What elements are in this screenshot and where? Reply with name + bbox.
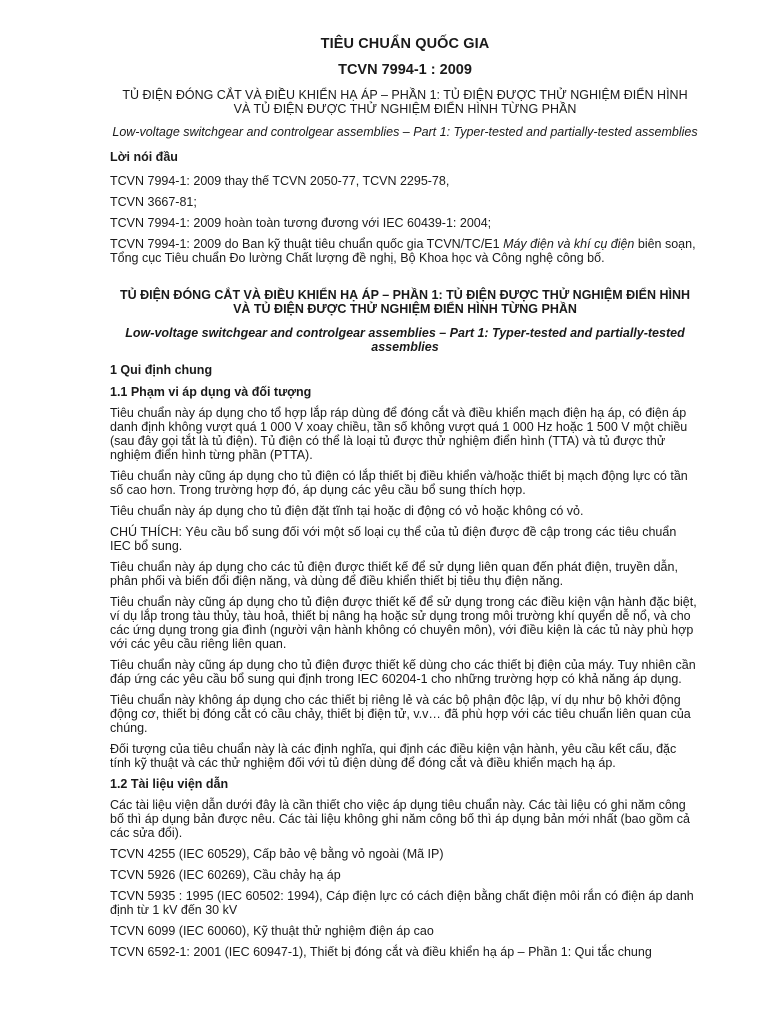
document-title-english: Low-voltage switchgear and controlgear assemblies – Part 1: Typer-tested and partially-tested assemblies (112, 125, 698, 139)
scope-paragraph: Tiêu chuẩn này cũng áp dụng cho tủ điện được thiết kế dùng cho các thiết bị điện của máy. Tuy nhiên cần đáp ứng các yêu cầu bổ sung qui định trong IEC 60204-1 cho những trường hợp có khả năng áp dụng. (110, 658, 696, 686)
reference-item: TCVN 4255 (IEC 60529), Cấp bảo vệ bằng vỏ ngoài (Mã IP) (110, 847, 444, 861)
section-heading: 1 Qui định chung (110, 363, 213, 377)
scope-paragraph: Tiêu chuẩn này áp dụng cho tổ hợp lắp ráp dùng để đóng cắt và điều khiển mạch điện hạ áp, có điện áp danh định không vượt quá 1 000 V xoay chiều, tần số không vượt quá 1 000 Hz hoặc 1 500 V một chiều (sau đây gọi tắt là tủ điện). Tủ điện có thể là loại tủ được thử nghiệm điển hình (TTA) và tủ được thử nghiệm điển hình từng phần (PTTA). (110, 406, 688, 462)
foreword-heading: Lời nói đầu (110, 150, 178, 164)
foreword-text: TCVN 7994-1: 2009 do Ban kỹ thuật tiêu chuẩn quốc gia TCVN/TC/E1 (110, 237, 504, 251)
document-content (110, 36, 700, 966)
scope-note: CHÚ THÍCH: Yêu cầu bổ sung đối với một số loại cụ thể của tủ điện được đề cập trong các tiêu chuẩn IEC bổ sung. (110, 525, 677, 553)
foreword-paragraph: TCVN 7994-1: 2009 thay thế TCVN 2050-77, TCVN 2295-78, (110, 174, 450, 188)
scope-paragraph: Đối tượng của tiêu chuẩn này là các định nghĩa, qui định các điều kiện vận hành, yêu cầu kết cấu, đặc tính kỹ thuật và các thử nghiệm đối với tủ điện dùng để đóng cắt và điều khiển mạch hạ áp. (110, 742, 677, 770)
scope-paragraph: Tiêu chuẩn này áp dụng cho các tủ điện được thiết kế để sử dụng liên quan đến phát điện, truyền dẫn, phân phối và biến đổi điện năng, và dùng để điều khiển thiết bị tiêu thụ điện năng. (110, 560, 678, 588)
reference-item: TCVN 5935 : 1995 (IEC 60502: 1994), Cáp điện lực có cách điện bằng chất điện môi rắn có điện áp danh định từ 1 kV đến 30 kV (110, 889, 694, 917)
reference-item: TCVN 6592-1: 2001 (IEC 60947-1), Thiết bị đóng cắt và điều khiển hạ áp – Phần 1: Qui tắc chung (110, 945, 652, 959)
foreword-paragraph: TCVN 3667-81; (110, 195, 197, 209)
scope-paragraph: Tiêu chuẩn này áp dụng cho tủ điện đặt tĩnh tại hoặc di động có vỏ hoặc không có vỏ. (110, 504, 584, 518)
scope-paragraph: Tiêu chuẩn này không áp dụng cho các thiết bị riêng lẻ và các bộ phận độc lập, ví dụ như bộ khởi động động cơ, thiết bị đóng cắt có cầu chảy, thiết bị điện tử, v.v… đã phù hợp với các tiêu chuẩn liên quan của chúng. (110, 693, 691, 735)
committee-name: Máy điện và khí cụ điện (503, 237, 635, 251)
body-title-vietnamese: TỦ ĐIỆN ĐÓNG CẮT VÀ ĐIỀU KHIỂN HẠ ÁP – PHẦN 1: TỦ ĐIỆN ĐƯỢC THỬ NGHIỆM ĐIỂN HÌNH VÀ TỦ ĐIỆN ĐƯỢC THỬ NGHIỆM ĐIỂN HÌNH TỪNG PHẦN (119, 288, 691, 316)
subsection-heading-scope: 1.1 Phạm vi áp dụng và đối tượng (110, 385, 312, 399)
standard-code: TCVN 7994-1 : 2009 (338, 62, 472, 78)
foreword-paragraph: TCVN 7994-1: 2009 hoàn toàn tương đương với IEC 60439-1: 2004; (110, 216, 492, 230)
references-intro: Các tài liệu viện dẫn dưới đây là cần thiết cho việc áp dụng tiêu chuẩn này. Các tài liệu có ghi năm công bố thì áp dụng bản được nêu. Các tài liệu không ghi năm công bố thì áp dụng bản mới nhất (bao gồm cả các sửa đổi). (110, 798, 691, 840)
subsection-heading-references: 1.2 Tài liệu viện dẫn (110, 777, 229, 791)
national-standard-title: TIÊU CHUẨN QUỐC GIA (320, 36, 490, 52)
body-title-english: Low-voltage switchgear and controlgear assemblies – Part 1: Typer-tested and partially-tested assemblies (125, 326, 685, 354)
scope-paragraph: Tiêu chuẩn này cũng áp dụng cho tủ điện có lắp thiết bị điều khiển và/hoặc thiết bị mạch động lực có tần số cao hơn. Trong trường hợp đó, áp dụng các yêu cầu bổ sung thích hợp. (110, 469, 688, 497)
foreword-paragraph (110, 237, 700, 265)
scope-paragraph: Tiêu chuẩn này cũng áp dụng cho tủ điện được thiết kế để sử dụng trong các điều kiện vận hành đặc biệt, ví dụ lắp trong tàu thủy, tàu hoả, thiết bị nâng hạ hoặc sử dụng trong môi trường khí quyển dễ nổ, và cho các ứng dụng trong gia đình (người vận hành không có chuyên môn), với điều kiện là các tủ này phù hợp với các yêu cầu riêng liên quan. (110, 595, 697, 651)
reference-item: TCVN 5926 (IEC 60269), Cầu chảy hạ áp (110, 868, 341, 882)
foreword-text: biên soạn, Tổng cục Tiêu chuẩn Đo lường Chất lượng đề nghị, Bộ Khoa học và Công nghệ công bố. (110, 237, 696, 265)
document-title-vietnamese: TỦ ĐIỆN ĐÓNG CẮT VÀ ĐIỀU KHIỂN HẠ ÁP – PHẦN 1: TỦ ĐIỆN ĐƯỢC THỬ NGHIỆM ĐIỂN HÌNH VÀ TỦ ĐIỆN ĐƯỢC THỬ NGHIỆM ĐIỂN HÌNH TỪNG PHẦN (122, 88, 688, 116)
section-spacer (110, 272, 700, 288)
reference-item: TCVN 6099 (IEC 60060), Kỹ thuật thử nghiệm điện áp cao (110, 924, 434, 938)
